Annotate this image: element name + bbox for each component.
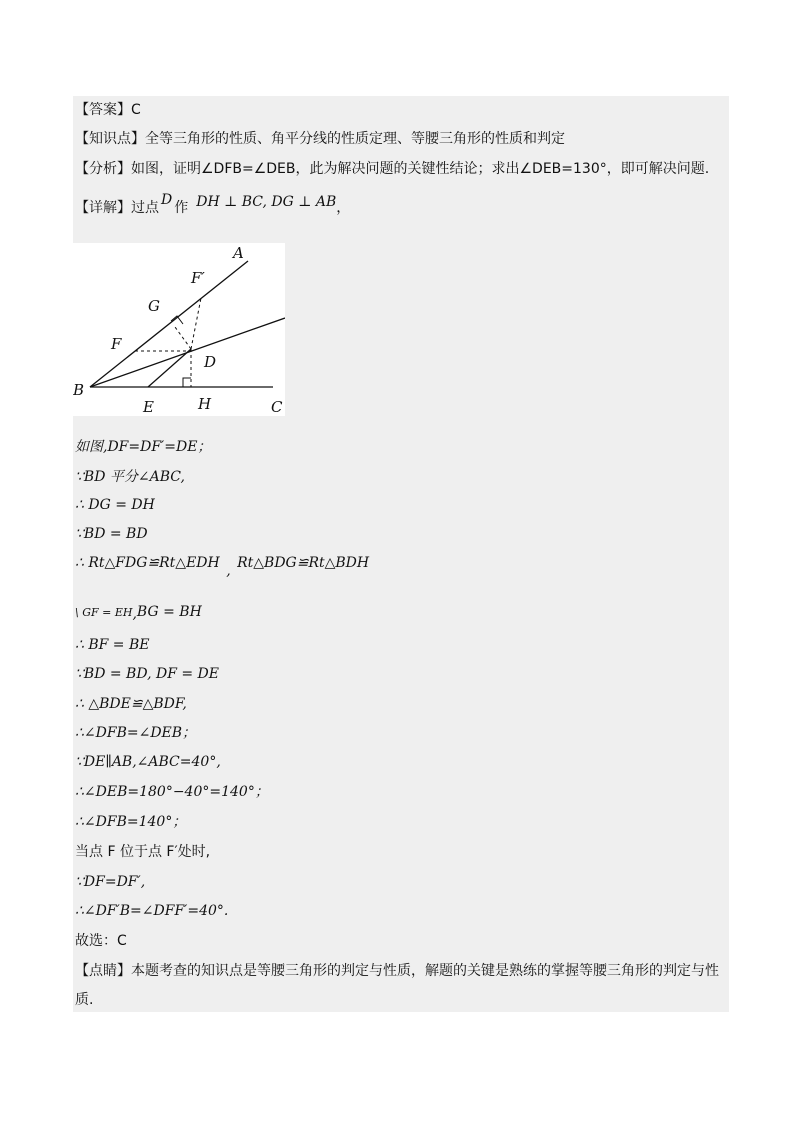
knowledge-text: 全等三角形的性质、角平分线的性质定理、等腰三角形的性质和判定	[145, 131, 565, 147]
step-15: ∵DF=DF′,	[75, 874, 146, 890]
step-12: ∴∠DEB=180°−40°=140°；	[75, 784, 269, 800]
step-17: 故选：C	[75, 933, 127, 949]
step-13: ∴∠DFB=140°；	[75, 814, 187, 830]
detail-verb: 作	[174, 200, 189, 216]
analysis-line	[75, 159, 709, 179]
label-h: H	[198, 395, 212, 413]
detail-prefix: 过点	[131, 200, 159, 216]
step-6b: BG = BH	[136, 604, 202, 620]
geometry-figure	[73, 243, 285, 416]
step-6a: \ GF = EH	[75, 606, 133, 619]
detail-suffix: ，	[336, 200, 351, 216]
knowledge-line	[75, 129, 565, 149]
step-5: ∴ Rt△FDG≌Rt△EDH , Rt△BDG≌Rt△BDH	[75, 555, 370, 579]
comment-line-1	[75, 961, 719, 981]
comment-label: 【点睛】	[75, 963, 131, 979]
step-8: ∵BD = BD, DF = DE	[75, 666, 219, 682]
label-fp: F′	[191, 269, 205, 287]
label-e: E	[143, 398, 154, 416]
step-5b: Rt△BDG≌Rt△BDH	[237, 555, 370, 571]
label-g: G	[148, 297, 160, 315]
step-11: ∵DE∥AB,∠ABC=40°,	[75, 754, 221, 770]
label-a: A	[233, 244, 244, 262]
right-angle-h	[183, 378, 191, 387]
answer-label: 【答案】	[75, 102, 131, 118]
step-2: ∵BD 平分∠ABC,	[75, 469, 185, 485]
detail-math: DH ⊥ BC, DG ⊥ AB	[196, 194, 337, 210]
step-16: ∴∠DF′B=∠DFF′=40°.	[75, 903, 229, 919]
step-5a: ∴ Rt△FDG≌Rt△EDH	[75, 555, 220, 571]
label-f: F	[111, 335, 122, 353]
step-3: ∴ DG = DH	[75, 497, 155, 513]
step-6: \ GF = EH,BG = BH	[75, 604, 202, 622]
detail-point: D	[161, 192, 173, 208]
analysis-label: 【分析】	[75, 161, 131, 177]
knowledge-label: 【知识点】	[75, 131, 145, 147]
step-1: 如图,DF=DF′=DE；	[75, 439, 212, 455]
label-d: D	[204, 353, 217, 371]
step-7: ∴ BF = BE	[75, 637, 150, 653]
label-b: B	[73, 381, 85, 399]
comment-line-2: 质.	[75, 992, 94, 1008]
step-4: ∵BD = BD	[75, 526, 148, 542]
step-10: ∴∠DFB=∠DEB；	[75, 725, 197, 741]
detail-line	[75, 192, 351, 218]
line-ed	[148, 349, 191, 387]
answer-value: C	[131, 102, 141, 118]
answer-line	[75, 100, 141, 120]
label-c: C	[271, 398, 283, 416]
dash-dg	[175, 327, 191, 349]
step-9: ∴ △BDE≌△BDF,	[75, 696, 187, 712]
detail-label: 【详解】	[75, 200, 131, 216]
comment-text-1: 本题考查的知识点是等腰三角形的判定与性质，解题的关键是熟练的掌握等腰三角形的判定与性	[131, 963, 719, 979]
step-14: 当点 F 位于点 F′处时,	[75, 844, 211, 860]
analysis-text: 如图，证明∠DFB=∠DEB，此为解决问题的关键性结论；求出∠DEB=130°，即可解决问题.	[131, 161, 710, 177]
